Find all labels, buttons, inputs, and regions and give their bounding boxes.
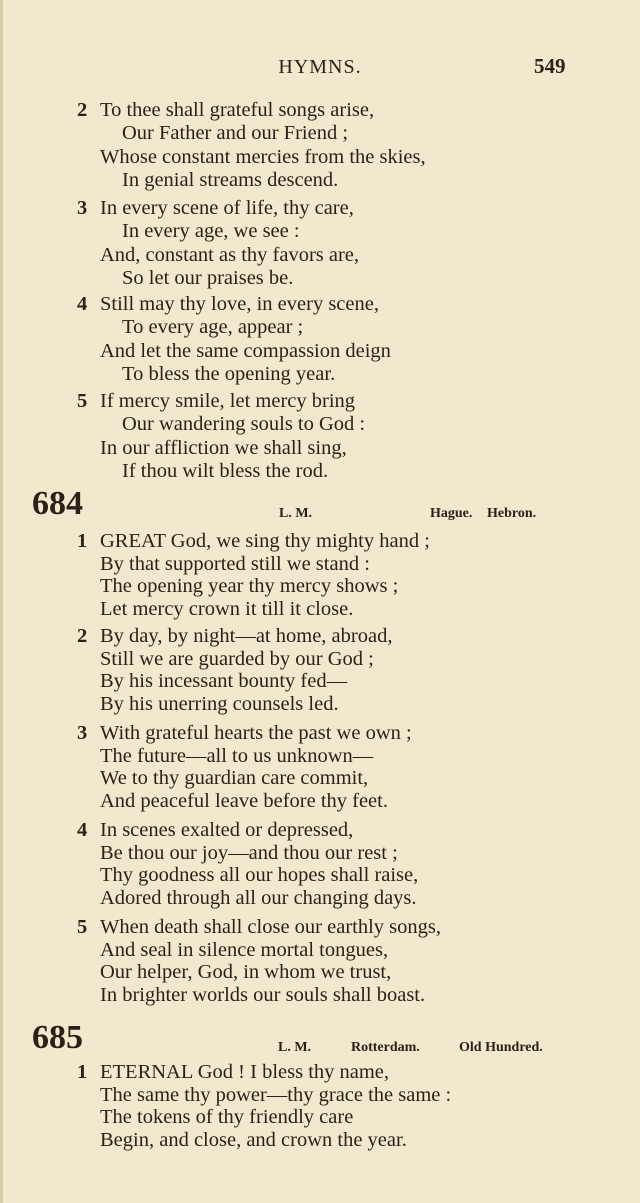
verse-line: And, constant as thy favors are, — [100, 243, 360, 266]
verse-line: Let mercy crown it till it close. — [100, 598, 354, 621]
verse-line: By his incessant bounty fed— — [100, 670, 348, 693]
stanza-number: 3 — [77, 722, 88, 744]
meter-label: L. M. — [278, 1040, 312, 1055]
tune-name: Old Hundred. — [459, 1040, 543, 1055]
verse-line: Adored through all our changing days. — [100, 887, 417, 910]
verse-line: Begin, and close, and crown the year. — [100, 1129, 407, 1152]
verse-line: We to thy guardian care commit, — [100, 767, 369, 790]
page-number: 549 — [534, 54, 566, 78]
stanza-number: 4 — [77, 819, 88, 841]
stanza-number: 4 — [77, 293, 88, 315]
page-edge — [0, 0, 3, 1203]
verse-line: If mercy smile, let mercy bring — [100, 390, 356, 412]
stanza-number: 2 — [77, 99, 88, 121]
verse-line: In every scene of life, thy care, — [100, 197, 354, 219]
hymn-number: 684 — [32, 485, 83, 522]
verse-line: To bless the opening year. — [122, 362, 336, 385]
stanza-number: 3 — [77, 197, 88, 219]
verse-line: And seal in silence mortal tongues, — [100, 938, 389, 961]
verse-line: Thy goodness all our hopes shall raise, — [100, 864, 419, 887]
tune-name: Hague. — [430, 506, 473, 521]
verse-line: By that supported still we stand : — [100, 552, 370, 575]
verse-line: In brighter worlds our souls shall boast. — [100, 984, 426, 1007]
verse-line: Whose constant mercies from the skies, — [100, 145, 426, 168]
stanza-number: 1 — [77, 530, 88, 552]
verse-line: Still we are guarded by our God ; — [100, 647, 374, 670]
verse-line: By day, by night—at home, abroad, — [100, 625, 393, 647]
verse-line: GREAT God, we sing thy mighty hand ; — [100, 530, 430, 552]
verse-line: With grateful hearts the past we own ; — [100, 722, 412, 744]
tune-name: Rotterdam. — [351, 1040, 420, 1055]
tune-name: Hebron. — [487, 506, 537, 521]
verse-line: If thou wilt bless the rod. — [122, 459, 329, 482]
stanza-number: 2 — [77, 625, 88, 647]
running-header-title: HYMNS. — [278, 56, 362, 78]
verse-line: The same thy power—thy grace the same : — [100, 1083, 452, 1106]
verse-line: So let our praises be. — [122, 266, 294, 289]
verse-line: To thee shall grateful songs arise, — [100, 99, 375, 121]
verse-line: Our helper, God, in whom we trust, — [100, 961, 392, 984]
verse-line: And peaceful leave before thy feet. — [100, 790, 388, 813]
verse-line: By his unerring counsels led. — [100, 693, 339, 716]
stanza-number: 5 — [77, 916, 88, 938]
verse-line: When death shall close our earthly songs, — [100, 916, 442, 938]
verse-line: And let the same compassion deign — [100, 339, 391, 362]
stanza-number: 1 — [77, 1061, 88, 1083]
hymn-number: 685 — [32, 1019, 83, 1056]
verse-line: Still may thy love, in every scene, — [100, 293, 379, 315]
stanza-number: 5 — [77, 390, 88, 412]
verse-line: The tokens of thy friendly care — [100, 1106, 354, 1129]
verse-line: Be thou our joy—and thou our rest ; — [100, 841, 398, 864]
verse-line: Our Father and our Friend ; — [122, 122, 349, 145]
verse-line: ETERNAL God ! I bless thy name, — [100, 1061, 390, 1083]
verse-line: To every age, appear ; — [122, 316, 304, 339]
meter-label: L. M. — [279, 506, 313, 521]
verse-line: The opening year thy mercy shows ; — [100, 575, 399, 598]
verse-line: The future—all to us unknown— — [100, 744, 374, 767]
verse-line: In scenes exalted or depressed, — [100, 819, 354, 841]
verse-line: In genial streams descend. — [122, 168, 339, 191]
verse-line: Our wandering souls to God : — [122, 413, 366, 436]
verse-line: In every age, we see : — [122, 220, 300, 243]
verse-line: In our affliction we shall sing, — [100, 436, 347, 459]
